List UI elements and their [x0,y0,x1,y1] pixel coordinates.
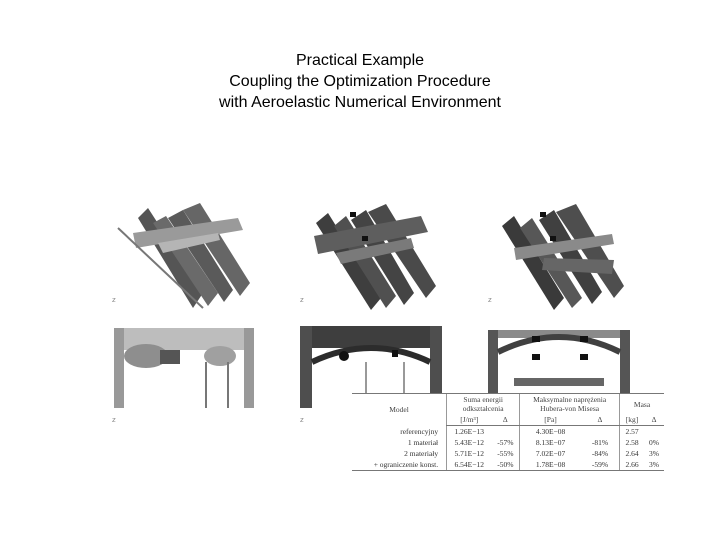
row-mass: 2.58 [620,437,644,448]
row-energy: 6.54E−12 [447,459,492,471]
row-mass: 2.64 [620,448,644,459]
row-stress-delta: -84% [591,449,609,458]
row-model: 2 materiały [404,449,439,458]
row-stress-delta: -81% [591,438,609,447]
row-stress: 8.13E−07 [520,437,581,448]
row-mass-delta: 3% [649,449,659,458]
row-mass-delta [644,426,664,438]
axis-glyph: z [112,416,116,424]
row-energy: 5.43E−12 [447,437,492,448]
axis-glyph: z [300,296,304,304]
table-row [352,459,664,471]
col-stress-subtitle: Hubera-von Misesa [540,404,600,413]
table-row [352,437,664,448]
perspective-view-reference [108,198,258,318]
perspective-view-1-material [296,198,446,318]
perspective-view-2-materials [484,198,634,318]
title-line-1: Practical Example [295,52,425,69]
row-mass: 2.66 [620,459,644,471]
row-stress: 4.30E−08 [520,426,581,438]
row-stress-delta [581,426,620,438]
row-energy-delta: -57% [497,438,514,447]
col-energy-delta: Δ [491,414,519,426]
row-stress-delta: -59% [581,459,620,471]
col-energy-subtitle: odkształcenia [462,404,504,413]
row-model: referencyjny [400,426,439,436]
col-model: Model [352,394,447,426]
row-mass: 2.57 [620,426,644,438]
row-model: + ograniczenie konst. [352,459,447,471]
axis-glyph: z [488,296,492,304]
results-table [352,393,664,501]
axis-glyph: z [112,296,116,304]
row-stress: 7.02E−07 [520,448,581,459]
row-mass-delta: 0% [649,438,659,447]
col-stress-unit: [Pa] [520,414,581,426]
axis-glyph: z [300,416,304,424]
title-line-3: with Aeroelastic Numerical Environment [219,94,501,111]
front-view-reference [108,322,258,410]
row-energy-delta: -50% [491,459,519,471]
col-stress-title: Maksymalne naprężenia [533,395,607,404]
row-stress: 1.78E−08 [520,459,581,471]
col-mass-delta: Δ [644,414,664,426]
row-energy-delta [491,426,519,438]
col-stress-delta: Δ [581,414,620,426]
col-mass-unit: [kg] [620,414,644,426]
slide-title [0,50,720,113]
table-row [352,448,664,459]
row-energy: 1.26E−13 [447,426,492,438]
title-line-2: Coupling the Optimization Procedure [229,73,491,90]
col-mass: Masa [620,394,664,415]
col-energy-title: Suma energii [463,395,504,404]
row-mass-delta: 3% [644,459,664,471]
row-energy-delta: -55% [497,449,514,458]
table-row [352,426,664,438]
col-energy-unit: [J/m³] [447,414,492,426]
row-energy: 5.71E−12 [447,448,492,459]
row-model: 1 materiał [407,438,439,447]
